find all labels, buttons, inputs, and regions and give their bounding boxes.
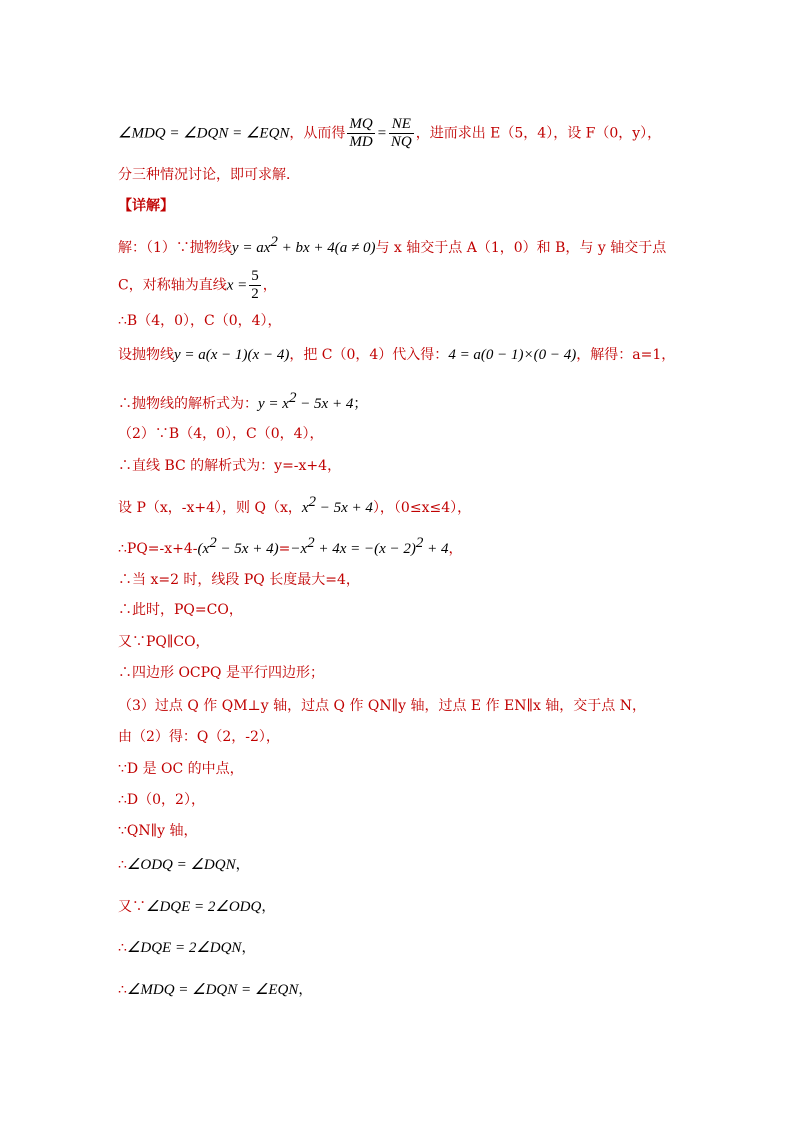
fraction: $\frac{MQ}{MD}$ bbox=[349, 116, 373, 150]
solution-line-12: $\therefore PQ=-x+4-(x^2 - 5x + 4)=-x^2 + 4x = -(x - 2)^2 + 4$， bbox=[118, 535, 463, 557]
solution-line-11: 设 P（x，-x+4），则 Q（x，$x^2 - 5x + 4$），（0≤x≤4）， bbox=[118, 494, 472, 516]
solution-line-5: C，对称轴为直线x = $\frac{5}{2}$ ， bbox=[118, 268, 277, 302]
solution-line-6: ∴B（4，0），C（0，4）， bbox=[118, 313, 282, 329]
solution-line-18: 由（2）得：Q（2，-2）， bbox=[118, 729, 280, 745]
solution-line-15: 又∵PQ∥CO， bbox=[118, 634, 210, 650]
solution-line-24: ∴∠DQE = 2∠DQN， bbox=[118, 940, 256, 956]
solution-line-14: ∴此时，PQ=CO， bbox=[118, 602, 243, 618]
section-heading: 【详解】 bbox=[118, 198, 174, 214]
solution-line-20: ∴D（0，2）， bbox=[118, 792, 205, 808]
solution-line-7: 设抛物线y = a(x − 1)(x − 4)，把 C（0，4）代入得：4 = a(0 − 1)×(0 − 4)，解得：a=1， bbox=[118, 347, 676, 363]
solution-line-25: ∴∠MDQ = ∠DQN = ∠EQN， bbox=[118, 982, 313, 998]
solution-line-13: ∴当 x=2 时，线段 PQ 长度最大=4， bbox=[118, 572, 360, 588]
solution-line-23: 又∵∠DQE = 2∠ODQ， bbox=[118, 899, 276, 915]
solution-line-1 bbox=[118, 116, 661, 151]
solution-line-21: ∵QN∥y 轴， bbox=[118, 823, 198, 839]
solution-line-10: ∴直线 BC 的解析式为：y=-x+4， bbox=[118, 458, 342, 474]
equals-sign: = bbox=[376, 125, 387, 142]
solution-line-17: （3）过点 Q 作 QM⊥y 轴，过点 Q 作 QN∥y 轴，过点 E 作 EN∥x 轴，交于点 N， bbox=[118, 698, 647, 714]
solution-line-9: （2）∵B（4，0），C（0，4）， bbox=[118, 426, 324, 442]
text: ，从而得 bbox=[289, 125, 346, 142]
solution-line-19: ∵D 是 OC 的中点， bbox=[118, 761, 244, 777]
solution-line-2: 分三种情况讨论，即可求解． bbox=[118, 167, 300, 183]
solution-line-4: 解：（1）∵抛物线$y = ax^2$ + bx + 4(a ≠ 0)与 x 轴交于点 A（1，0）和 B，与 y 轴交于点 bbox=[118, 234, 667, 256]
solution-line-16: ∴四边形 OCPQ 是平行四边形； bbox=[118, 665, 324, 681]
math-expression: ∠MDQ = ∠DQN = ∠EQN bbox=[118, 125, 290, 142]
solution-line-8: ∴抛物线的解析式为：$y = x^2 - 5x + 4$； bbox=[118, 390, 368, 412]
fraction: $\frac{5}{2}$ bbox=[251, 268, 259, 302]
solution-line-22: ∴∠ODQ = ∠DQN， bbox=[118, 857, 250, 873]
text: ，进而求出 E（5，4），设 F（0，y）， bbox=[415, 125, 662, 142]
fraction: $\frac{NE}{NQ}$ bbox=[390, 116, 412, 150]
